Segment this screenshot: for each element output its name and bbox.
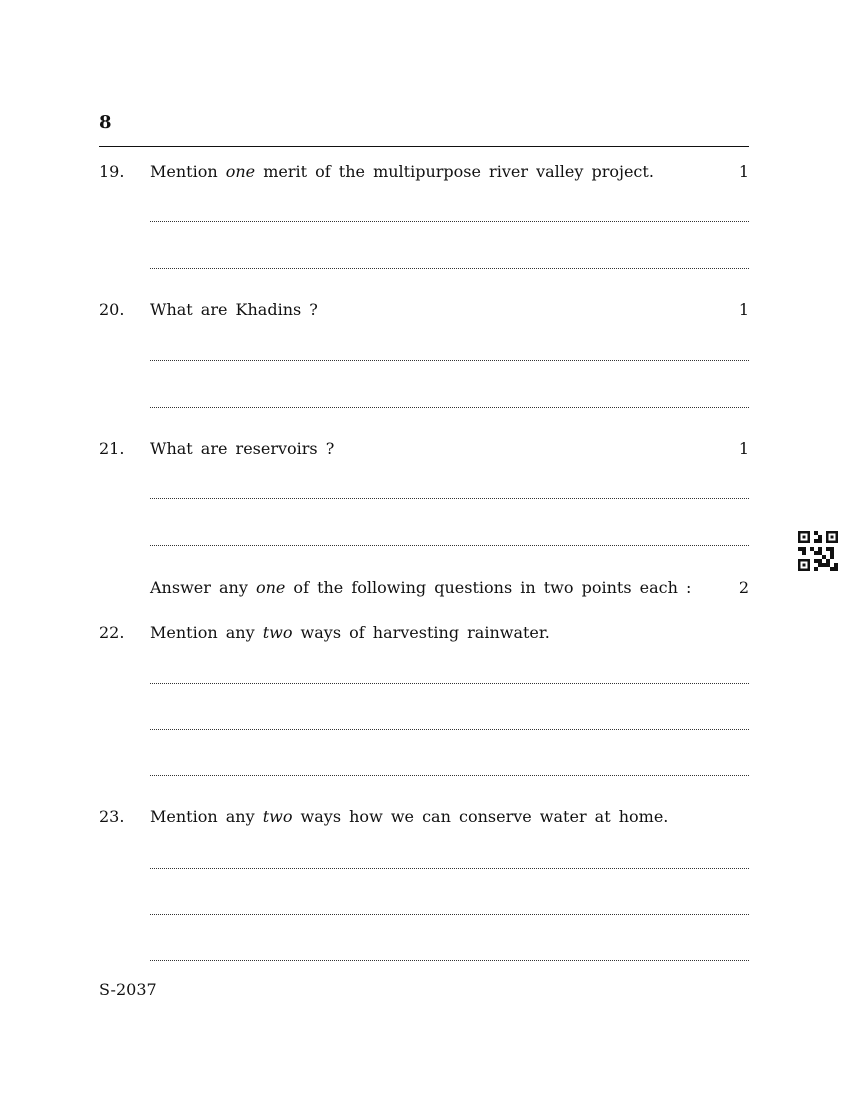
question-number: 22.	[99, 623, 125, 642]
answer-line[interactable]	[150, 360, 749, 361]
answer-line[interactable]	[150, 960, 749, 961]
answer-line[interactable]	[150, 868, 749, 869]
page-number: 8	[99, 112, 112, 133]
answer-line[interactable]	[150, 221, 749, 222]
question-text: What are reservoirs ?	[150, 439, 335, 458]
question-21	[99, 437, 749, 461]
question-23	[99, 805, 749, 829]
question-text-emphasis: two	[262, 807, 293, 826]
question-text	[150, 805, 668, 829]
qr-code-icon	[798, 531, 838, 571]
question-marks: 1	[738, 300, 749, 319]
answer-line[interactable]	[150, 683, 749, 684]
question-22	[99, 621, 749, 645]
question-text	[150, 621, 550, 645]
answer-line[interactable]	[150, 268, 749, 269]
question-text-part: Mention	[150, 162, 226, 181]
question-text-part: Mention any	[150, 623, 263, 642]
question-19	[99, 160, 749, 184]
question-20	[99, 298, 749, 322]
answer-line[interactable]	[150, 498, 749, 499]
answer-line[interactable]	[150, 545, 749, 546]
question-number: 23.	[99, 807, 125, 826]
footer-code: S-2037	[99, 980, 157, 999]
top-rule	[99, 146, 749, 147]
question-text-emphasis: two	[262, 623, 293, 642]
question-text-part: ways of harvesting rainwater.	[292, 623, 550, 642]
question-text-part: ways how we can conserve water at home.	[292, 807, 669, 826]
question-marks: 1	[738, 439, 749, 458]
answer-line[interactable]	[150, 914, 749, 915]
question-text	[150, 160, 654, 184]
instruction-text-part: of the following questions in two points each :	[285, 578, 692, 597]
question-text: What are Khadins ?	[150, 300, 318, 319]
question-number: 19.	[99, 162, 125, 181]
instruction	[99, 576, 749, 600]
question-number: 20.	[99, 300, 125, 319]
question-text-part: merit of the multipurpose river valley project.	[255, 162, 654, 181]
question-text-part: Mention any	[150, 807, 263, 826]
answer-line[interactable]	[150, 729, 749, 730]
question-number: 21.	[99, 439, 125, 458]
answer-line[interactable]	[150, 775, 749, 776]
instruction-text-part: Answer any	[150, 578, 256, 597]
question-marks: 1	[738, 162, 749, 181]
question-text-emphasis: one	[225, 162, 256, 181]
answer-line[interactable]	[150, 407, 749, 408]
instruction-marks: 2	[738, 578, 749, 597]
instruction-text	[150, 576, 691, 600]
instruction-text-emphasis: one	[255, 578, 286, 597]
